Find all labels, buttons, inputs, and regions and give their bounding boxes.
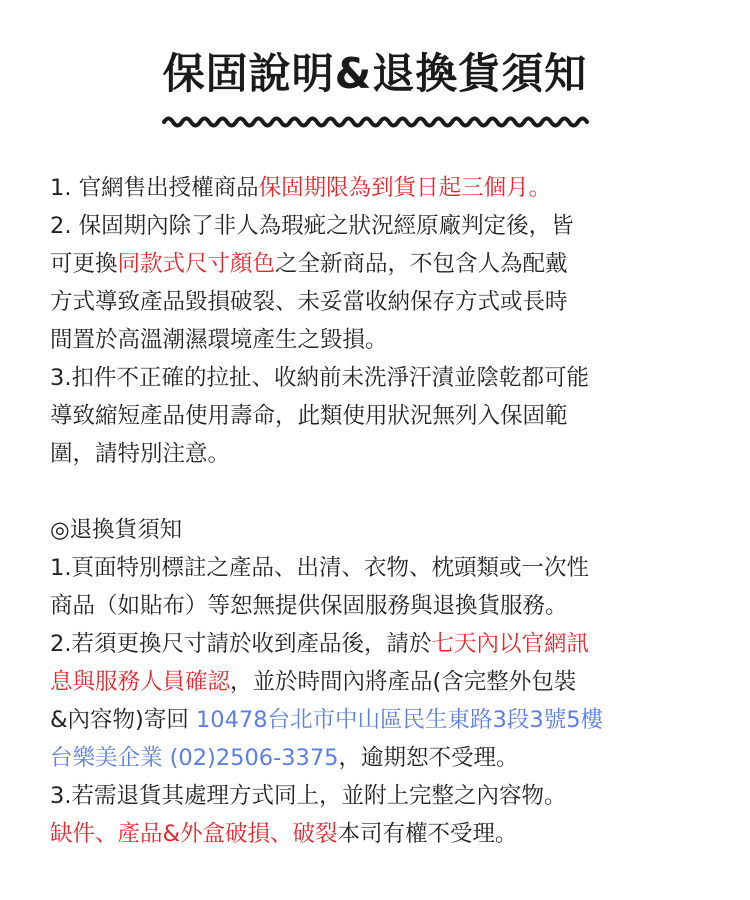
returns-item-3-line-1: 3.若需退貨其處理方式同上，並附上完整之內容物。 [50,783,567,809]
returns-item-1-line-2: 商品（如貼布）等恕無提供保固服務與退換貨服務。 [50,593,568,619]
returns-item-2-line-1: 2.若須更換尺寸請於收到產品後，請於七天內以官網訊 [50,631,589,657]
same-style-highlight: 同款式尺寸顏色 [117,251,276,277]
page-title: 保固說明&退換貨須知 [162,49,588,98]
warranty-item-3-line-2: 導致縮短產品使用壽命，此類使用狀況無列入保固範 [50,403,568,429]
warranty-item-2-line-1: 2. 保固期內除了非人為瑕疵之狀況經原廠判定後，皆 [50,213,574,239]
returns-item-2-line-2: 息與服務人員確認，並於時間內將產品(含完整外包裝 [50,669,577,695]
section-spacer [50,473,710,511]
warranty-item-3-line-3: 圍，請特別注意。 [50,441,231,467]
return-address: 10478台北市中山區民生東路3段3號5樓 [195,707,604,733]
returns-heading: ◎退換貨須知 [50,517,183,543]
returns-item-2-line-4: 台樂美企業 (02)2506-3375，逾期恕不受理。 [50,745,519,771]
warranty-item-1: 1. 官網售出授權商品保固期限為到貨日起三個月。 [50,175,552,201]
warranty-item-2-line-3: 方式導致產品毀損破裂、未妥當收納保存方式或長時 [50,289,568,315]
returns-item-3-line-2: 缺件、產品&外盒破損、破裂本司有權不受理。 [50,821,518,847]
returns-item-1-line-1: 1.頁面特別標註之產品、出清、衣物、枕頭類或一次性 [50,555,589,581]
damage-highlight: 缺件、產品&外盒破損、破裂 [50,821,338,847]
notice-content [50,169,710,853]
wavy-divider [162,110,590,134]
confirm-staff-highlight: 息與服務人員確認 [50,669,231,695]
returns-item-2-line-3: &內容物)寄回 10478台北市中山區民生東路3段3號5樓 [50,707,604,733]
warranty-item-3-line-1: 3.扣件不正確的拉扯、收納前未洗淨汗漬並陰乾都可能 [50,365,589,391]
seven-day-highlight: 七天內以官網訊 [431,631,589,657]
warranty-period-highlight: 保固期限為到貨日起三個月。 [258,175,552,201]
warranty-item-2-line-4: 間置於高溫潮濕環境產生之毀損。 [50,327,388,353]
warranty-item-2-line-2: 可更換同款式尺寸顏色之全新商品，不包含人為配戴 [50,251,568,277]
company-phone: 台樂美企業 (02)2506-3375 [50,745,339,771]
